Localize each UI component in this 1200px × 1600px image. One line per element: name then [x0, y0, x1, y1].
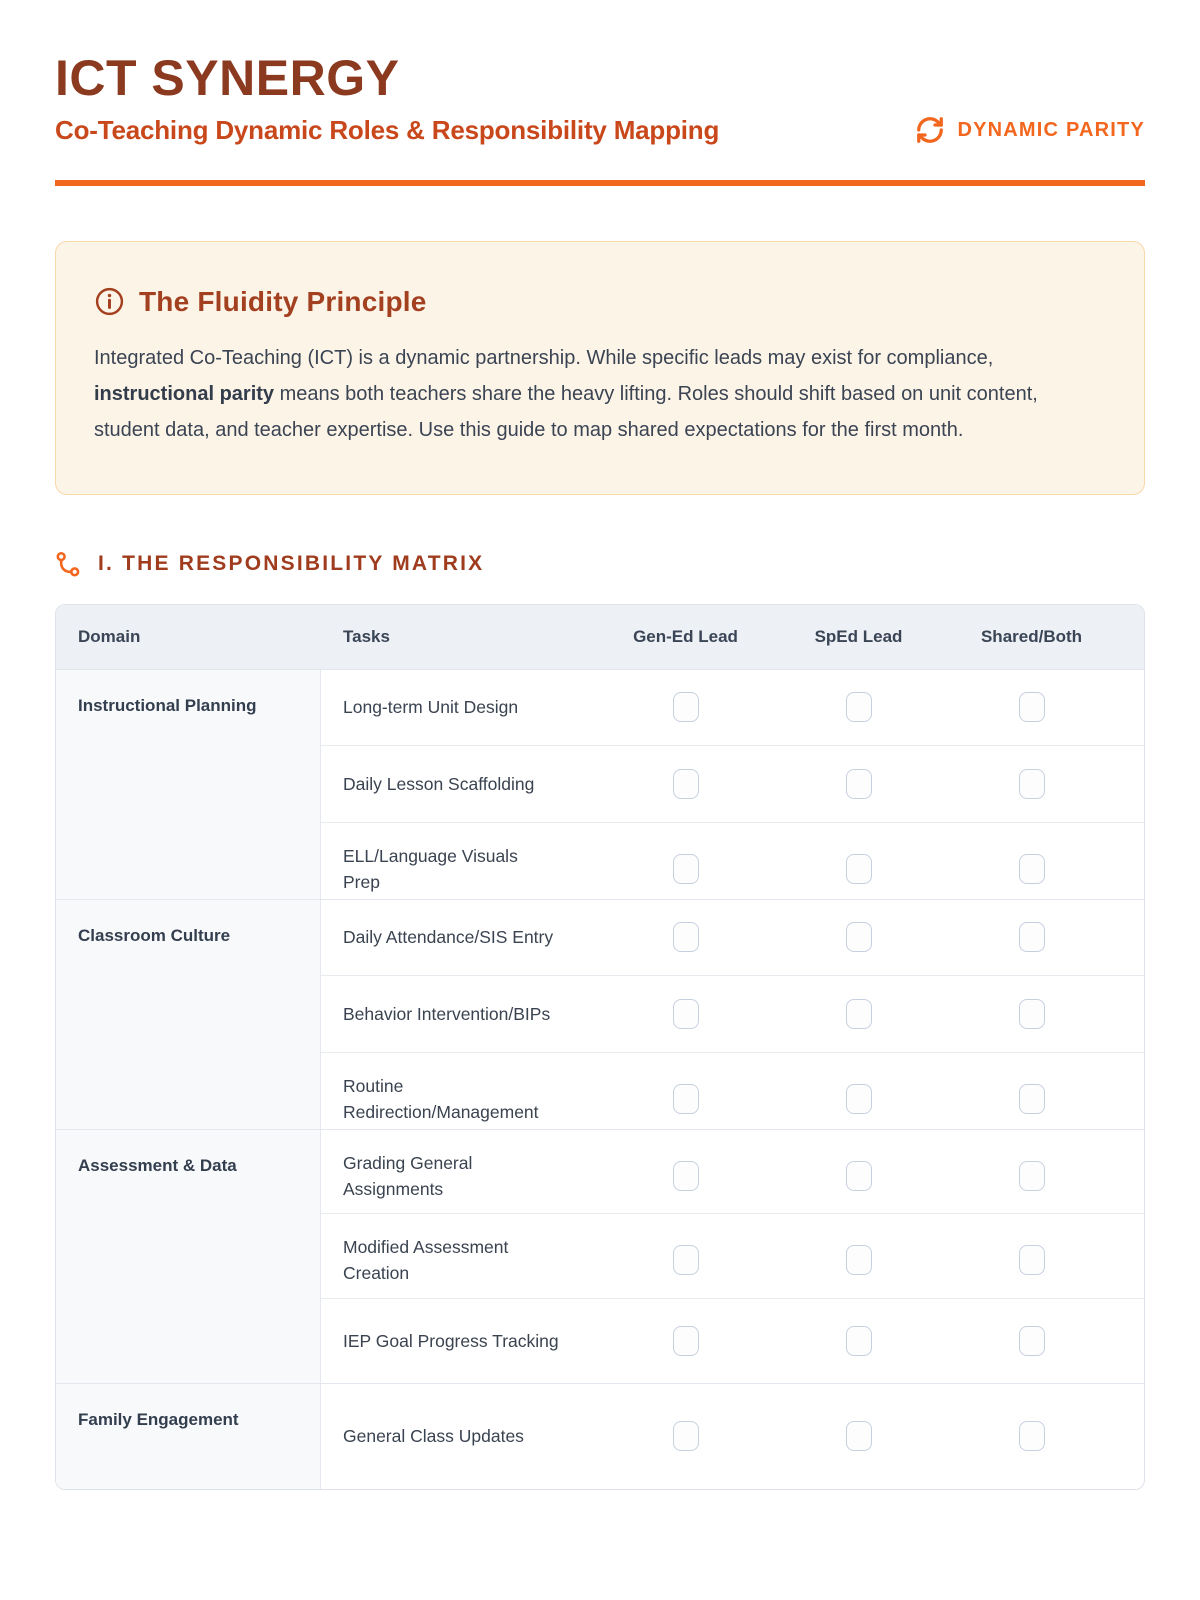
checkbox-shared-both-grading-general-assignments[interactable]: [1019, 1161, 1045, 1191]
domain-label: Family Engagement: [56, 1384, 321, 1489]
page-subtitle: Co-Teaching Dynamic Roles & Responsibility Mapping: [55, 114, 720, 145]
task-rows: [321, 1130, 1144, 1383]
checkbox-sped-lead-modified-assessment-creation[interactable]: [846, 1245, 872, 1275]
checkbox-gen-ed-lead-ell-language-visuals-prep[interactable]: [673, 854, 699, 884]
branch-icon: [55, 551, 82, 578]
column-header-sped-lead: SpEd Lead: [814, 626, 903, 646]
checkbox-gen-ed-lead-daily-lesson-scaffolding[interactable]: [673, 769, 699, 799]
checkbox-cell: [599, 999, 772, 1029]
callout-body: [94, 340, 1054, 448]
domain-label: Assessment & Data: [56, 1130, 321, 1383]
checkbox-cell: [599, 1245, 772, 1275]
task-label: Grading General Assignments: [343, 1152, 473, 1199]
task-rows: [321, 900, 1144, 1129]
domain-group-classroom-culture: [56, 899, 1144, 1129]
checkbox-cell: [772, 1084, 945, 1114]
checkbox-cell: [772, 1161, 945, 1191]
checkbox-cell: [772, 999, 945, 1029]
checkbox-cell: [772, 692, 945, 722]
checkbox-cell: [772, 922, 945, 952]
checkbox-cell: [945, 692, 1118, 722]
checkbox-gen-ed-lead-modified-assessment-creation[interactable]: [673, 1245, 699, 1275]
task-label: Daily Attendance/SIS Entry: [343, 927, 554, 948]
checkbox-sped-lead-daily-attendance-sis-entry[interactable]: [846, 922, 872, 952]
checkbox-cell: [772, 1421, 945, 1451]
checkbox-cell: [599, 769, 772, 799]
table-row: [321, 822, 1144, 899]
matrix-body: [56, 669, 1144, 1489]
checkbox-cell: [772, 854, 945, 884]
info-icon: [94, 286, 125, 317]
dynamic-parity-badge: [915, 115, 1145, 145]
checkbox-gen-ed-lead-iep-goal-progress-tracking[interactable]: [673, 1326, 699, 1356]
matrix-header-row: [56, 605, 1144, 669]
column-header-tasks: Tasks: [343, 626, 390, 646]
checkbox-cell: [599, 692, 772, 722]
checkbox-sped-lead-daily-lesson-scaffolding[interactable]: [846, 769, 872, 799]
checkbox-gen-ed-lead-routine-redirection-management[interactable]: [673, 1084, 699, 1114]
table-row: [321, 1298, 1144, 1383]
table-row: [321, 1130, 1144, 1214]
domain-label: Instructional Planning: [56, 670, 321, 899]
checkbox-sped-lead-general-class-updates[interactable]: [846, 1421, 872, 1451]
header-divider: [55, 180, 1145, 186]
domain-group-instructional-planning: [56, 669, 1144, 899]
checkbox-cell: [945, 1161, 1118, 1191]
table-row: [321, 1052, 1144, 1129]
checkbox-cell: [599, 1421, 772, 1451]
document-header: [55, 52, 1145, 186]
callout-body-bold: instructional parity: [94, 382, 275, 405]
section-title: I. THE RESPONSIBILITY MATRIX: [98, 552, 485, 575]
callout-body-part2: means both teachers share the heavy lifting. Roles should shift based on unit content, student data, and teacher expertise. Use this guide to map shared expectations for the first month.: [94, 382, 1038, 441]
checkbox-cell: [945, 922, 1118, 952]
checkbox-cell: [599, 922, 772, 952]
fluidity-callout: [55, 241, 1145, 495]
checkbox-cell: [945, 854, 1118, 884]
checkbox-cell: [599, 1326, 772, 1356]
task-label: Routine Redirection/Management: [343, 1075, 539, 1122]
task-label: Daily Lesson Scaffolding: [343, 774, 535, 794]
checkbox-shared-both-daily-attendance-sis-entry[interactable]: [1019, 922, 1045, 952]
page-title: ICT SYNERGY: [55, 50, 400, 106]
checkbox-cell: [945, 769, 1118, 799]
checkbox-sped-lead-behavior-intervention-bips[interactable]: [846, 999, 872, 1029]
checkbox-cell: [945, 1245, 1118, 1275]
checkbox-cell: [772, 1245, 945, 1275]
task-label: ELL/Language Visuals Prep: [343, 845, 518, 892]
column-header-shared-both: Shared/Both: [980, 626, 1083, 646]
task-label: Long-term Unit Design: [343, 697, 519, 718]
table-row: [321, 975, 1144, 1052]
checkbox-cell: [599, 1084, 772, 1114]
checkbox-shared-both-ell-language-visuals-prep[interactable]: [1019, 854, 1045, 884]
badge-label: DYNAMIC PARITY: [957, 118, 1145, 141]
task-label: IEP Goal Progress Tracking: [343, 1330, 559, 1351]
checkbox-sped-lead-long-term-unit-design[interactable]: [846, 692, 872, 722]
table-row: [321, 670, 1144, 746]
section-heading: [55, 551, 1145, 578]
checkbox-shared-both-long-term-unit-design[interactable]: [1019, 692, 1045, 722]
task-label: Modified Assessment Creation: [343, 1237, 509, 1284]
table-row: [321, 745, 1144, 822]
callout-body-part1: Integrated Co-Teaching (ICT) is a dynamic partnership. While specific leads may exist for compliance,: [94, 346, 994, 369]
callout-title: The Fluidity Principle: [139, 285, 427, 317]
table-row: [321, 1213, 1144, 1298]
task-rows: [321, 1384, 1144, 1489]
table-row: [321, 900, 1144, 976]
sync-icon: [915, 115, 945, 145]
domain-group-family-engagement: [56, 1383, 1144, 1489]
task-rows: [321, 670, 1144, 899]
checkbox-sped-lead-ell-language-visuals-prep[interactable]: [846, 854, 872, 884]
checkbox-shared-both-modified-assessment-creation[interactable]: [1019, 1245, 1045, 1275]
checkbox-shared-both-iep-goal-progress-tracking[interactable]: [1019, 1326, 1045, 1356]
checkbox-cell: [599, 854, 772, 884]
domain-label: Classroom Culture: [56, 900, 321, 1129]
checkbox-gen-ed-lead-behavior-intervention-bips[interactable]: [673, 999, 699, 1029]
column-header-gen-ed-lead: Gen-Ed Lead: [633, 626, 738, 646]
responsibility-matrix: [55, 604, 1145, 1490]
checkbox-cell: [772, 1326, 945, 1356]
table-row: [321, 1384, 1144, 1489]
checkbox-cell: [772, 769, 945, 799]
checkbox-cell: [945, 1421, 1118, 1451]
checkbox-shared-both-general-class-updates[interactable]: [1019, 1421, 1045, 1451]
checkbox-sped-lead-iep-goal-progress-tracking[interactable]: [846, 1326, 872, 1356]
checkbox-gen-ed-lead-general-class-updates[interactable]: [673, 1421, 699, 1451]
checkbox-sped-lead-routine-redirection-management[interactable]: [846, 1084, 872, 1114]
checkbox-cell: [945, 999, 1118, 1029]
checkbox-shared-both-behavior-intervention-bips[interactable]: [1019, 999, 1045, 1029]
column-header-domain: Domain: [78, 626, 141, 646]
domain-group-assessment-data: [56, 1129, 1144, 1383]
checkbox-sped-lead-grading-general-assignments[interactable]: [846, 1161, 872, 1191]
checkbox-gen-ed-lead-long-term-unit-design[interactable]: [673, 692, 699, 722]
checkbox-gen-ed-lead-grading-general-assignments[interactable]: [673, 1161, 699, 1191]
checkbox-cell: [945, 1084, 1118, 1114]
checkbox-gen-ed-lead-daily-attendance-sis-entry[interactable]: [673, 922, 699, 952]
checkbox-shared-both-daily-lesson-scaffolding[interactable]: [1019, 769, 1045, 799]
checkbox-cell: [945, 1326, 1118, 1356]
checkbox-shared-both-routine-redirection-management[interactable]: [1019, 1084, 1045, 1114]
task-label: General Class Updates: [343, 1426, 524, 1446]
task-label: Behavior Intervention/BIPs: [343, 1004, 551, 1024]
checkbox-cell: [599, 1161, 772, 1191]
